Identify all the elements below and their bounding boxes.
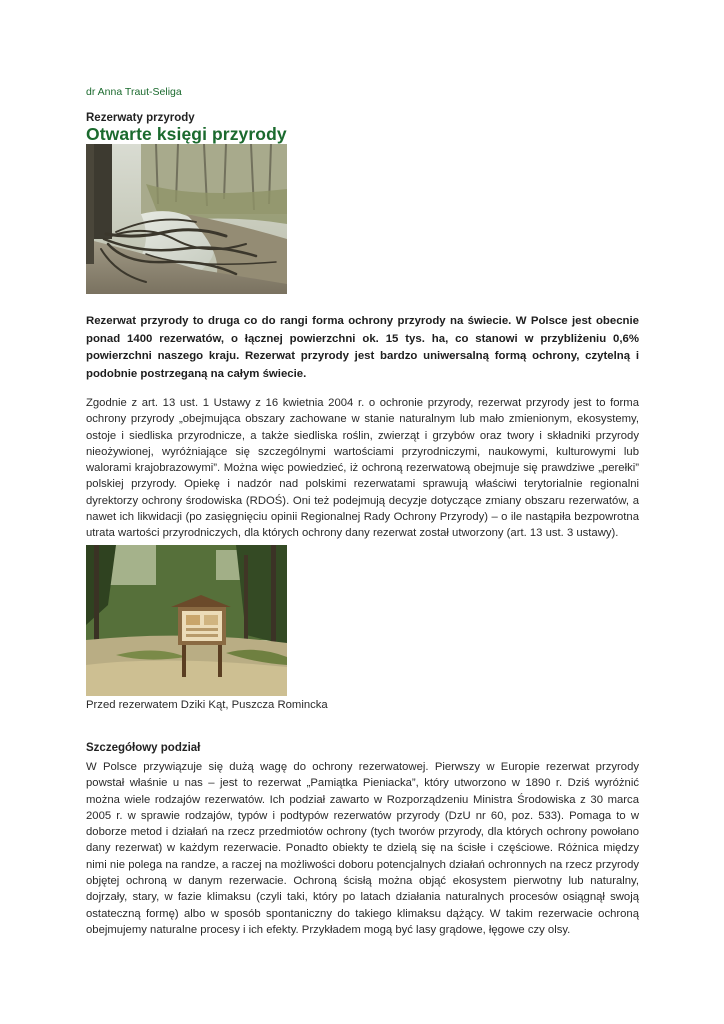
lead-paragraph: Rezerwat przyrody to druga co do rangi forma ochrony przyrody na świecie. W Polsce jest obecnie ponad 1400 rezerwatów, o łącznej powierzchni ok. 15 tys. ha, co stanowi w przybliżeniu 0,6% powierzchni naszego kraju. Rezerwat przyrody jest bardzo uniwersalną formą ochrony, czytelną i podobnie postrzeganą na całym świecie. [86,315,639,380]
section-kicker: Rezerwaty przyrody [86,112,195,124]
body-paragraph-1: Zgodnie z art. 13 ust. 1 Ustawy z 16 kwietnia 2004 r. o ochronie przyrody, rezerwat przyrody jest to forma ochrony przyrody „obejmująca obszary zachowane w stanie naturalnym lub mało zmienionym, ekosystemy, ostoje i siedliska przyrodnicze, a także siedliska roślin, zwierząt i grzybów oraz twory i składniki przyrody nieożywionej, wyróżniające się szczególnymi wartościami przyrodniczymi, naukowymi, kulturowymi lub walorami krajobrazowymi”. Można więc powiedzieć, iż ochroną rezerwatową obejmuje się prawdziwe „perełki” polskiej przyrody. Opiekę i nadzór nad polskimi rezerwatami sprawują właściwi terytorialnie regionalni dyrektorzy ochrony środowiska (RDOŚ). Oni też podejmują decyzje dotyczące zmiany obszaru rezerwatów, a nawet ich likwidacji (po zasięgnięciu opinii Regionalnej Rady Ochrony Przyrody) – o ile nastąpiła bezpowrotna utrata wartości przyrodniczych, dla których ochrony dany rezerwat został utworzony (art. 13 ust. 3 ustawy). [86,397,639,540]
photo-caption: Przed rezerwatem Dziki Kąt, Puszcza Romincka [86,699,328,711]
body-paragraph-2: W Polsce przywiązuje się dużą wagę do ochrony rezerwatowej. Pierwszy w Europie rezerwat przyrody powstał właśnie u nas – jest to rezerwat „Pamiątka Pieniacka”, który utworzono w 1890 r. Dziś wyróżnić można wiele rodzajów rezerwatów. Ich podział zawarto w Rozporządzeniu Ministra Środowiska z 30 marca 2005 r. w sprawie rodzajów, typów i podtypów rezerwatów przyrody (DzU nr 60, poz. 533). Pomaga to w doborze metod i działań na rzecz przedmiotów ochrony (tych tworów przyrody, dla których ochrony powołano dany rezerwat) w każdym rezerwacie. Ponadto obiekty te dzielą się na ścisłe i częściowe. Różnica między nimi nie polega na randze, a raczej na możliwości doboru potencjalnych działań ochronnych na rzecz przyrody objętej ochroną w danym rezerwacie. Ochroną ścisłą można objąć ekosystem pierwotny lub naturalny, dojrzały, stary, w fazie klimaksu (czyli taki, który po latach działania naturalnych procesów osiągnął swoją ostateczną formę) albo w sposób spontaniczny do takiego klimaksu dążący. W takim rezerwacie ochroną obejmujemy naturalne procesy i ich efekty. Przykładem mogą być lasy grądowe, łęgowe czy olsy. [86,761,639,936]
tree-roots-photo [86,144,287,294]
section-subheading: Szczegółowy podział [86,742,201,754]
author-line: dr Anna Traut-Seliga [86,86,182,98]
article-title: Otwarte księgi przyrody [86,124,287,144]
reserve-board-photo [86,545,287,696]
